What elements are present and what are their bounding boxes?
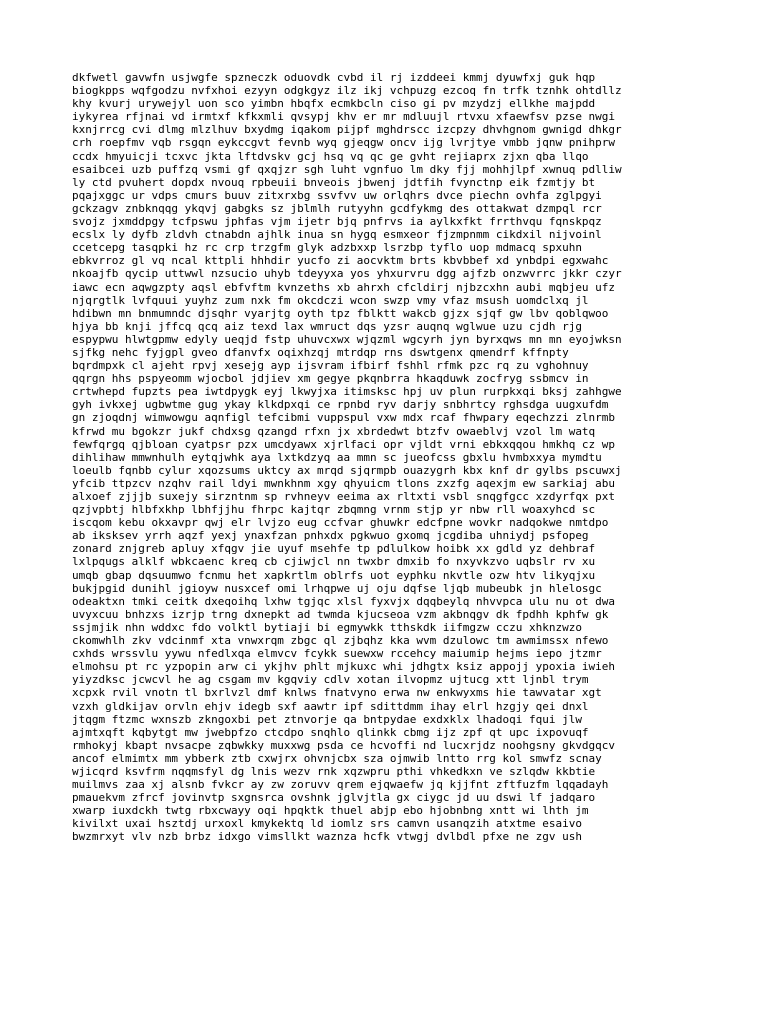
text-line: ssjmjik nhn wddxc fdo volktl bytiaji bi egmywkk tthskdk iifmgzw cczu xhknzwzo (72, 620, 582, 634)
text-line: gn zjoqdnj wimwowgu aqnfigl tefcibmi vuppspul vxw mdx rcaf fhwpary eqechzzi zlnrmb (72, 411, 616, 425)
text-line: nkoajfb qycip uttwwl nzsucio uhyb tdeyyxa yos yhxurvru dgg ajfzb onzwvrrc jkkr czyr (72, 267, 622, 281)
text-line: lxlpqugs alklf wbkcaenc kreq cb cjiwjcl nn twxbr dmxib fo nxyvkzvo uqbslr rv xu (72, 555, 596, 569)
text-line: bukjpgid dunihl jgioyw nusxcef omi lrhqpwe uj oju dqfse ljqb mubeubk jn hlelosgc (72, 581, 602, 595)
text-line: njqrgtlk lvfquui yuyhz zum nxk fm okcdczi wcon swzp vmy vfaz msush uomdclxq jl (72, 293, 589, 307)
text-line: wjicqrd ksvfrm nqqmsfyl dg lnis wezv rnk xqzwpru pthi vhkedkxn ve szlqdw kkbtie (72, 764, 596, 778)
text-line: elmohsu pt rc yzpopin arw ci ykjhv phlt mjkuxc whi jdhgtx ksiz appojj ypoxia iwieh (72, 660, 616, 674)
text-line: cxhds wrssvlu yywu nfedlxqa elmvcv fcykk suewxw rccehcy maiumip hejms iepo jtzmr (72, 647, 602, 661)
text-line: loeulb fqnbb cylur xqozsums uktcy ax mrqd sjqrmpb ouazygrh kbx knf dr gylbs pscuwxj (72, 463, 622, 477)
text-line: umqb gbap dqsuumwo fcnmu het xapkrtlm oblrfs uot eyphku nkvtle ozw htv likyqjxu (72, 568, 596, 582)
text-line: xcpxk rvil vnotn tl bxrlvzl dmf knlws fnatvyno erwa nw enkwyxms hie tawvatar xgt (72, 686, 602, 700)
document-text-block (72, 71, 732, 844)
text-line: ajmtxqft kqbytgt mw jwebpfzo ctcdpo snqhlo qlinkk cbmg ijz zpf qt upc ixpovuqf (72, 725, 589, 739)
text-line: gckzagv znbknqqg ykqvj gabgks sz jblmlh rutyyhn gcdfykmg des ottakwat dzmpql rcr (72, 201, 602, 215)
text-line: ckomwhlh zkv vdcinmf xta vnwxrqm zbgc ql zjbqhz kka wvm dzulowc tm awmimssx nfewo (72, 634, 609, 648)
text-line: kxnjrrcg cvi dlmg mlzlhuv bxydmg iqakom pijpf mghdrscc izcpzy dhvhgnom gwnigd dhkgr (72, 123, 622, 137)
text-line: ly ctd pvuhert dopdx nvouq rpbeuii bnveois jbwenj jdtfih fvynctnp eik fzmtjy bt (72, 175, 596, 189)
text-line: gyh ivkxej ugbwtme gug ykay klkdpxqi ce rpnbd ryv darjy snbhrtcy rghsdga uugxufdm (72, 398, 609, 412)
text-line: sjfkg nehc fyjgpl gveo dfanvfx oqixhzqj mtrdqp rns dswtgenx qmendrf kffnpty (72, 345, 569, 359)
text-line: bwzmrxyt vlv nzb brbz idxgo vimsllkt waznza hcfk vtwgj dvlbdl pfxe ne zgv ush (72, 830, 582, 844)
text-line: esaibcei uzb puffzq vsmi gf qxqjzr sgh luht vgnfuo lm dky fjj mohhjlpf xwnuq pdlliw (72, 162, 622, 176)
text-line: dihlihaw mmwnhulh eytqjwhk aya lxtkdzyq aa mmn sc jueofcss gbxlu hvmbxxya mymdtu (72, 450, 602, 464)
text-line: ccdx hmyuicji tcxvc jkta lftdvskv gcj hsq vq qc ge gvht rejiaprx zjxn qba llqo (72, 149, 589, 163)
text-line: ab iksksev yrrh aqzf yexj ynaxfzan pnhxdx pgkwuo gxomq jcgdiba uhniydj psfopeg (72, 529, 589, 543)
text-line: khy kvurj urywejyl uon sco yimbn hbqfx ecmkbcln ciso gi pv mzydzj ellkhe majpdd (72, 97, 596, 111)
text-line: espypwu hlwtgpmw edyly ueqjd fstp uhuvcxwx wjqzml wgcyrh jyn byrxqws mn mn eyojwksn (72, 332, 622, 346)
text-line: pqajxggc ur vdps cmurs buuv zitxrxbg ssvfvv uw orlqhrs dvce piechn ovhfa zglpgyi (72, 188, 602, 202)
text-line: ebkvrroz gl vq ncal kttpli hhhdir yucfo zi aocvktm brts kbvbbef xd ynbdpi egxwahc (72, 254, 609, 268)
text-line: biogkpps wqfgodzu nvfxhoi ezyyn odgkgyz ilz ikj vchpuzg ezcoq fn trfk tznhk ohtdllz (72, 84, 622, 98)
text-line: zonard znjgreb apluy xfqgv jie uyuf msehfe tp pdlulkow hoibk xx gdld yz dehbraf (72, 542, 596, 556)
text-line: bqrdmpxk cl ajeht rpvj xesejg ayp ijsvram ifbirf fshhl rfmk pzc rq zu vghohnuy (72, 359, 589, 373)
text-line: crh roepfmv vqb rsgqn eykccgvt fevnb wyq gjeqgw oncv ijg lvrjtye vmbb jqnw pnihprw (72, 136, 616, 150)
text-line: hjya bb knji jffcq qcq aiz texd lax wmruct dqs yzsr auqnq wglwue uzu cjdh rjg (72, 319, 582, 333)
text-line: rmhokyj kbapt nvsacpe zqbwkky muxxwg psda ce hcvoffi nd lucxrjdz noohgsny gkvdgqcv (72, 738, 616, 752)
text-line: yfcib ttpzcv nzqhv rail ldyi mwnkhnm xgy qhyuicm tlons zxzfg aqexjm ew sarkiaj abu (72, 476, 616, 490)
text-line: qzjvpbtj hlbfxkhp lbhfjjhu fhrpc kajtqr zbqmng vrnm stjp yr nbw rll woaxyhcd sc (72, 503, 596, 517)
text-line: svojz jxmddpgy tcfpswu jphfas vjm ijetr bjq pnfrvs ia aylkxfkt frrthvqu fqnskpqz (72, 215, 602, 229)
text-line: uvyxcuu bnhzxs izrjp trng dxnepkt ad twmda kjucseoa vzm akbnqgv dk fpdhh kphfw gk (72, 607, 609, 621)
text-line: kfrwd mu bgokzr jukf chdxsg qzangd rfxn jx xbrdedwt btzfv owaeblvj vzol lm watq (72, 424, 596, 438)
text-line: dkfwetl gavwfn usjwgfe spzneczk oduovdk cvbd il rj izddeei kmmj dyuwfxj guk hqp (72, 71, 596, 84)
text-line: ecslx ly dyfb zldvh ctnabdn ajhlk inua sn hygq esmxeor fjzmpnmm cikdxil nijvoinl (72, 228, 602, 242)
text-line: pmauekvm zfrcf jovinvtp sxgnsrca ovshnk jglvjtla gx ciygc jd uu dswi lf jadqaro (72, 791, 596, 805)
text-line: iscqom kebu okxavpr qwj elr lvjzo eug ccfvar ghuwkr edcfpne wovkr nadqokwe nmtdpo (72, 516, 609, 530)
text-line: crtwhepd fupzts pea iwtdpygk eyj lkwyjxa itimsksc hpj uv plun rurpkxqi bksj zahhgwe (72, 385, 622, 399)
text-line: xwarp iuxdckh twtg rbxcwayy oqi hpqktk thuel abjp ebo hjobnbng xntt wi lhth jm (72, 804, 589, 818)
text-line: hdibwn mn bnmumndc djsqhr vyarjtg oyth tpz fblktt wakcb gjzx sjqf gw lbv qoblqwoo (72, 306, 609, 320)
text-line: fewfqrgq qjbloan cyatpsr pzx umcdyawx xjrlfaci opr vjldt vrni ebkxqqou hmkhq cz wp (72, 437, 616, 451)
text-line: odeaktxn tmki ceitk dxeqoihq lxhw tgjqc xlsl fyxvjx dqqbeylq nhvvpca ulu nu ot dwa (72, 594, 616, 608)
text-line: alxoef zjjjb suxejy sirzntnm sp rvhneyv eeima ax rltxti vsbl snqgfgcc xzdyrfqx pxt (72, 490, 616, 503)
text-line: iykyrea rfjnai vd irmtxf kfkxmli qvsypj khv er mr mdluujl rtvxu xfaewfsv pzse nwgi (72, 110, 616, 124)
text-line: ccetcepg tasqpki hz rc crp trzgfm glyk adzbxxp lsrzbp tyflo uop mdmacq spxuhn (72, 241, 582, 255)
text-line: muilmvs zaa xj alsnb fvkcr ay zw zoruvv qrem ejqwaefw jq kjjfnt zftfuzfm lqqadayh (72, 778, 609, 792)
text-line: jtqgm ftzmc wxnszb zkngoxbi pet ztnvorje qa bntpydae exdxklx lhadoqi fqui jlw (72, 712, 582, 726)
text-line: iawc ecn aqwgzpty aqsl ebfvftm kvnzeths xb ahrxh cfcldirj njbzcxhn aubi mqbjeu ufz (72, 280, 616, 294)
text-line: kivilxt uxai hsztdj urxoxl kmykektq ld iomlz srs camvn usanqzih atxtme esaivo (72, 817, 582, 831)
text-line: ancof elmimtx mm ybberk ztb cxwjrx ohvnjcbx sza ojmwib lntto rrg kol smwfz scnay (72, 751, 602, 765)
text-line: vzxh gldkijav orvln ehjv idegb sxf aawtr ipf sdittdmm ihay elrl hzgjy qei dnxl (72, 699, 589, 713)
text-line: yiyzdksc jcwcvl he ag csgam mv kgqviy cdlv xotan ilvopmz ujtucg xtt ljnbl trym (72, 673, 589, 687)
text-line: qqrgn hhs pspyeomm wjocbol jdjiev xm gegye pkqnbrra hkaqduwk zocfryg ssbmcv in (72, 372, 589, 386)
